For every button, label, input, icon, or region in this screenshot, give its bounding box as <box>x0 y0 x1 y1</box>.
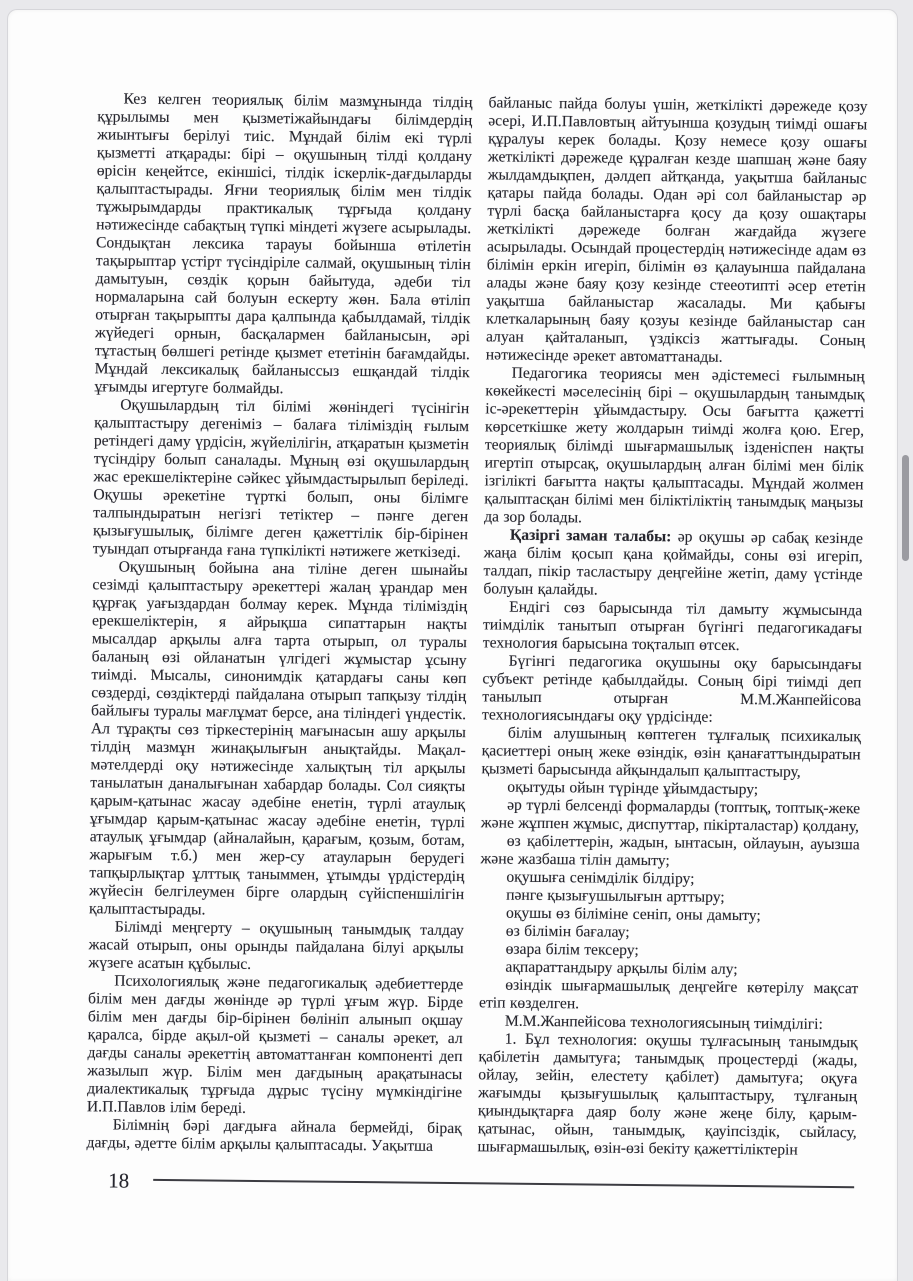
paragraph: оқушы өз біліміне сеніп, оны дамыту; <box>505 904 761 925</box>
scrollbar[interactable] <box>899 0 913 1280</box>
scrollbar-thumb[interactable] <box>902 455 909 561</box>
text-column-left <box>86 90 472 1156</box>
page-footer <box>86 1168 856 1201</box>
paragraph: өзара білім тексеру; <box>505 940 639 959</box>
paragraph-lead: Қазіргі заман талабы: <box>509 526 672 546</box>
paragraph: Білімді меңгерту – оқушының танымдық талдау жасай отырып, оны орынды пайдалана білуі арқылы жүзеге асатын құбылыс. <box>88 918 464 973</box>
paragraph: оқушыға сенімділік білдіру; <box>506 868 695 888</box>
paragraph: байланыс пайда болуы үшін, жеткілікті дәрежеде қозу әсері, И.П.Павловтың айтуынша қозудың тиімді ошағы құралуы керек болады. Қозу немесе қозу ошағы жеткілікті дәрежеде құралған кезде шапшаң және баяу жылдамдықпен, дәлдеп айтқанда, уақытша байланыс қатары пайда болады. Одан әрі сол байланыстар әр түрлі басқа байланыстарға қосу да қозу ошақтары жеткілікті дәрежеде болған жағдайда жүзеге асырылады. Осындай процестердің нәтижесінде адам өз білімін еркін игеріп, білімін өз қалауынша пайдалана алады және баяу қозу кезінде стееотипті әсер ететін уақытша байланыстар жасалады. Ми қабығы клеткаларының баяу қозуы кезінде байланыстар сан алуан қайталанып, үздіксіз жаттығады. Соның нәтижесінде әрекет автоматтанады. <box>485 94 868 366</box>
scanned-page <box>7 9 898 1281</box>
paragraph: өзіндік шығармашылық деңгейге көтерілу мақсат етіп көзделген. <box>478 976 859 1013</box>
paragraph: Бүгінгі педагогика оқушыны оқу барысындағы субъект ретінде қабылдайды. Соның бірі тиімді деп танылып отырған М.М.Жанпейісова технологиясындағы оқу үрдісінде: <box>481 652 862 726</box>
paragraph: өз білімін бағалау; <box>505 922 630 941</box>
paragraph: Оқушылардың тіл білімі жөніндегі түсінігін қалыптастыру дегеніміз – балаға тіліміздің ғылым ретіндегі даму үрдісін, жүйелілігін, атқаратын қызметін түсіндіру болып саналады. Мұның өзі оқушылардың жас ерекшеліктеріне сәйкес ұйымдастырылып беріледі. Оқушы әрекетіне түрткі болып, оны білімге талпындыратын негізгі тетіктер – пәнге деген қызығушылық, білімге деген қажеттілік бір-бірінен туындап отырғанда ғана түпкілікті нәтижеге жеткізеді. <box>92 396 470 562</box>
paragraph: Психологиялық және педагогикалық әдебиеттерде білім мен дағды жөнінде әр түрлі ұғым жүр. Бірде білім мен дағды бір-бірінен бөлініп алынып оқшау қаралса, бірде ақыл-ой қызметі – саналы әрекет, ал дағды саналы әрекеттің автоматтанған компоненті деп жазылып жүр. Білім мен дағдының арақатынасы диалектикалық тұрғыда дұрыс түсіну мүмкіндігіне И.П.Павлов ілім береді. <box>86 972 464 1117</box>
paragraph: 1. Бұл технология: оқушы тұлғасының танымдық қабілетін дамытуға; танымдық процестерді (жады, ойлау, зейін, елестету қабілет) дамытуға; оқуға жағымды қызығушылық қалыптастыру, тұлғаның қиындықтарға даяр болу және жеңе білу, қарым-қатынас, ойын, танымдық, қауіпсіздік, сыйласу, шығармашылық, өзін-өзі бекіту қажеттіліктерін <box>477 1030 858 1159</box>
footer-rule <box>153 1178 854 1187</box>
page-number: 18 <box>108 1168 130 1193</box>
paragraph: пәнге қызығушылығын арттыру; <box>506 886 725 906</box>
paragraph: ақпараттандыру арқылы білім алу; <box>505 958 738 979</box>
paragraph: Оқушының бойына ана тіліне деген шынайы сезімді қалыптастыру әрекеттері жалаң ұрандар мен құрғақ уағыздардан болмау керек. Мұнда тіліміздің ерекшеліктерін, я айрықша сипаттарын нақты мысалдар арқылы алға тарта отырып, ол туралы баланың өзі ойланатын үлгідегі жұмыстар ұсыну тиімді. Мысалы, синонимдік қатардағы саны көп сөздерді, сөздіктерді пайдалана отырып тапқызу тілдің байлығы туралы мағлұмат берсе, ана тіліндегі үндестік. Ал тұрақты сөз тіркестерінің мағынасын ашу арқылы тілдің мазмұн жинақылығын анықтайды. Мақал-мәтелдерді оқу нәтижесінде халықтың тіл арқылы танылатын даналығынан хабардар болады. Сол сияқты қарым-қатынас жасау әдебіне енетін, түрлі атаулық ұғымдар қарым-қатынас жасау әдебіне енетін, түрлі атаулық ұғымдар (айналайын, қарағым, қозым, ботам, жарығым т.б.) мен жер-су атауларын берудегі тапқырлықтар ұлттық таныммен, ұтымды үрдістердің жүйесін белгілеумен бірге олардың сүйіспеншілігін қалыптастырады. <box>88 558 468 919</box>
paragraph: әр түрлі белсенді формаларды (топтық, топтық-жеке және жұппен жұмыс, диспуттар, пікірталастар) қолдану, <box>480 796 861 836</box>
paragraph: өз қабілеттерін, жадын, ынтасын, ойлауын, ауызша және жазбаша тілін дамыту; <box>480 832 860 870</box>
paragraph: Педагогика теориясы мен әдістемесі ғылымның көкейкесті мәселесінің бірі – оқушылардың танымдық іс-әрекеттерін ұйымдастыру. Осы бағытта қажетті көрсеткішке жету жолдарын тиімді жолға қою. Егер, теориялық білімді шығармашылық ізденіспен нақты игертіп отырсақ, оқушылардың алған білімі мен білік ізгілікті бағытта нақты қалыптасады. Мұндай жолмен қалыптасқан білімі мен біліктіліктің танымдық маңызы да зор болады. <box>484 364 865 527</box>
paragraph: Кез келген теориялық білім мазмұнында тілдің құрылымы мен қызметіжайындағы білімдердің жиынтығы берілуі тиіс. Мұндай білім екі түрлі қызметті атқарады: бірі – оқушының тілді қолдану өрісін кеңейтсе, екіншісі, тілдік іскерлік-дағдыларды қалыптастырады. Яғни теориялық білім мен тілдік тұжырымдарды практикалық тұрғыда қолдану нәтижесінде сабақтың түпкі міндеті жүзеге асырылады. Сондықтан лексика тарауы бойынша өтілетін тақырыптар үстірт түсіндіріле салмай, оқушының тілін дамытуын, сөздік қорын байытуда, әдеби тіл нормаларына сай болуын ескерту жөн. Бала өтіліп отырған тақырыпты дара қалпында қабылдамай, тілдік жүйедегі орнын, басқалармен байланысын, әрі тұтастың бөлшегі ретінде қызмет ететінін бағамдайды. Мұндай лексикалық байланыссыз ешқандай тілдік ұғымды игертуге болмайды. <box>94 90 473 398</box>
paragraph: Білімнің бәрі дағдыға айнала бермейді, бірақ дағды, әдетте білім арқылы қалыптасады. Уақытша <box>86 1116 462 1155</box>
page-content <box>2 5 903 1201</box>
paragraph: Қазіргі заман талабы: әр оқушы әр сабақ кезінде жаңа білім қосып қана қоймайды, соны өзі игеріп, талдап, пікір тасластыру деңгейіне жетіп, даму үстінде болуын қалайды. <box>483 526 864 599</box>
paragraph: білім алушының көптеген тұлғалық психикалық қасиеттері оның жеке өзіндік, өзін қанағаттындыратын қызметі барысында айқындалып қалыптастыру, <box>481 724 861 781</box>
two-column-text <box>86 90 867 1160</box>
paragraph: оқытуды ойын түрінде ұйымдастыру; <box>507 778 759 799</box>
paragraph: Ендігі сөз барысында тіл дамыту жұмысында тиімділік танытып отырған бүгінгі педагогикадағы технология барысына тоқталып өтсек. <box>482 598 863 655</box>
text-column-right <box>477 94 867 1160</box>
paragraph: М.М.Жанпейісова технологиясының тиімділігі: <box>504 1012 823 1033</box>
